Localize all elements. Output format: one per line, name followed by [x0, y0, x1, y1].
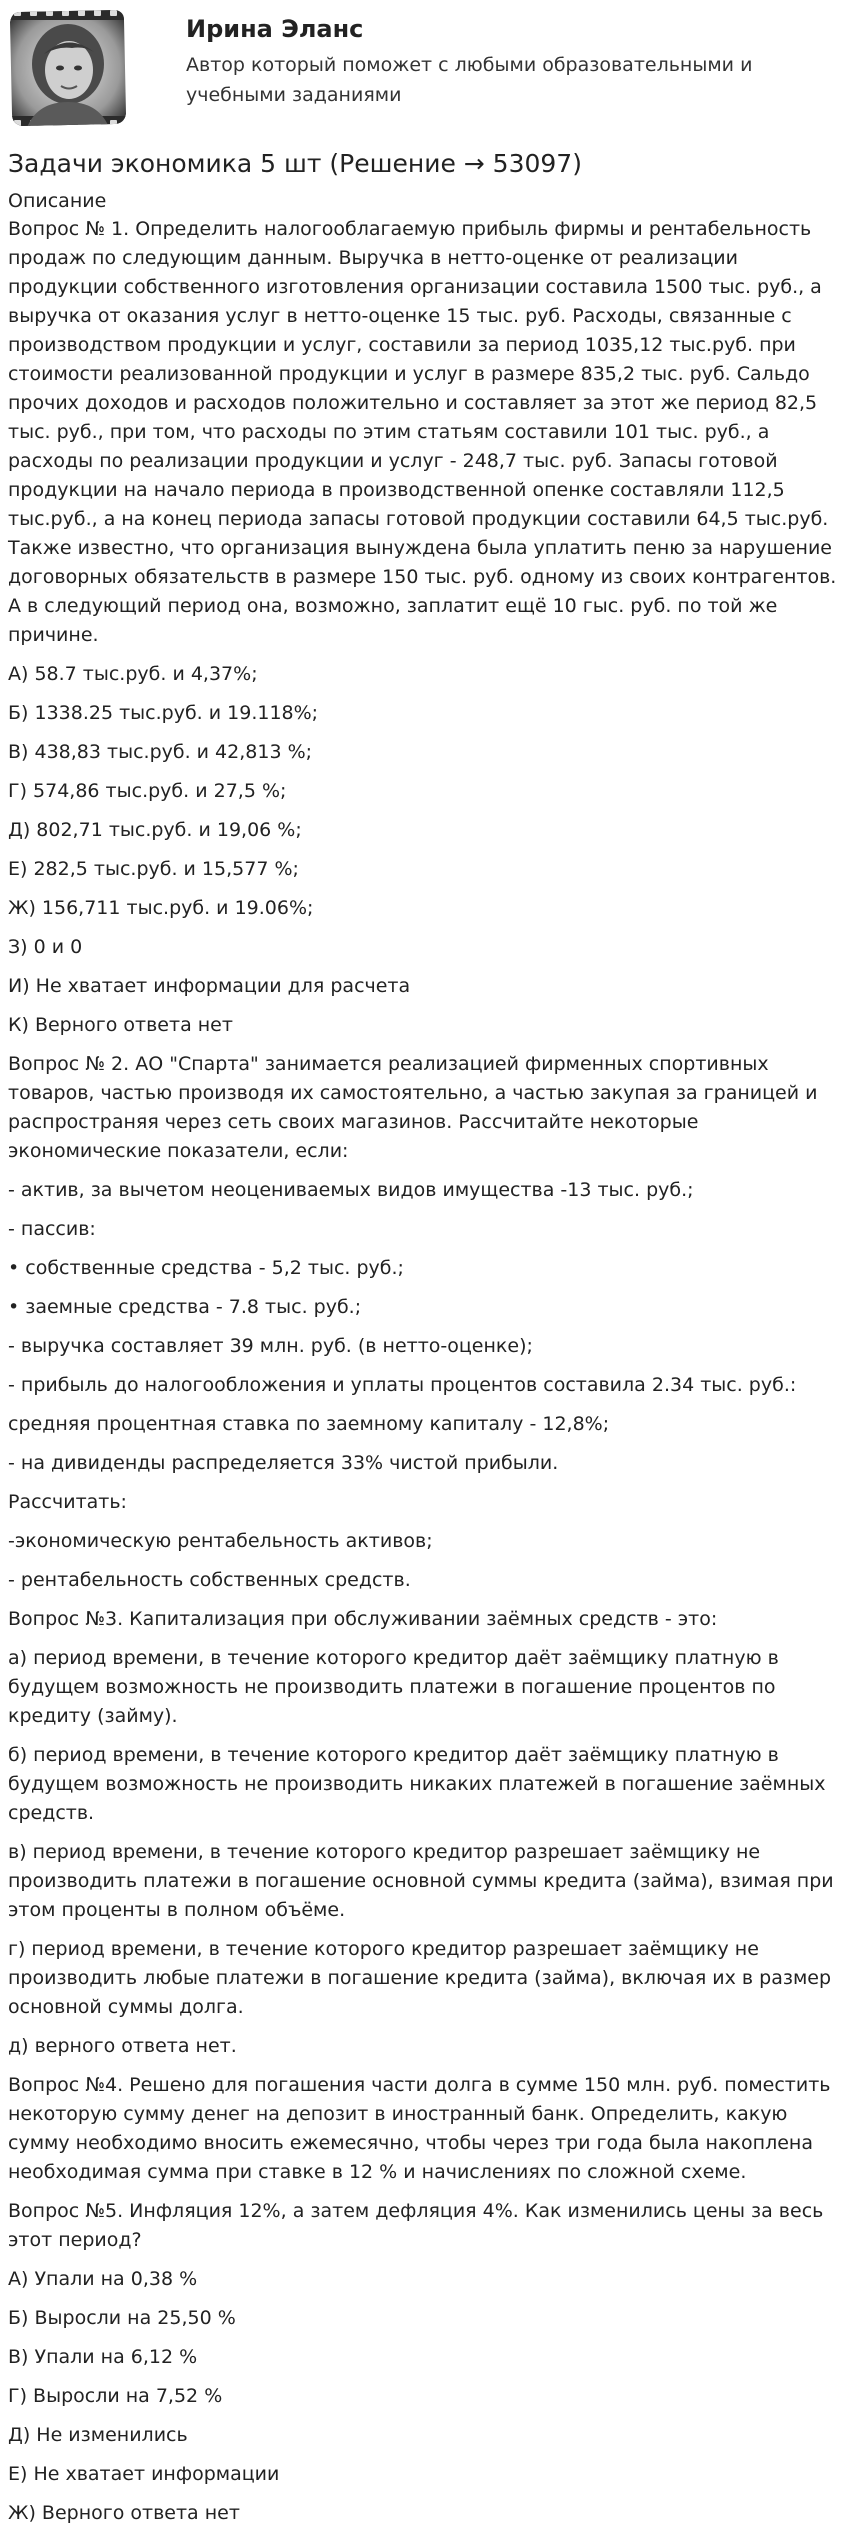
- question-2-item: - выручка составляет 39 млн. руб. (в нетто-оценке);: [8, 1335, 533, 1357]
- question-3-option: г) период времени, в течение которого кредитор разрешает заёмщику не производить любые платежи в погашение кредита (займа), включая их в размер основной суммы долга.: [8, 1938, 832, 2018]
- question-2-item: - прибыль до налогообложения и уплаты процентов составила 2.34 тыс. руб.:: [8, 1374, 797, 1396]
- question-5-option: Д) Не изменились: [8, 2424, 188, 2446]
- question-3-text: Вопрос №3. Капитализация при обслуживании заёмных средств - это:: [8, 1608, 718, 1630]
- question-3-option: а) период времени, в течение которого кредитор даёт заёмщику платную в будущем возможность не производить платежи в погашение процентов по кредиту (займу).: [8, 1647, 779, 1727]
- question-1-option: И) Не хватает информации для расчета: [8, 975, 411, 997]
- question-1-option: З) 0 и 0: [8, 936, 83, 958]
- question-1-option: В) 438,83 тыс.руб. и 42,813 %;: [8, 741, 313, 763]
- question-1-text: Вопрос № 1. Определить налогооблагаемую прибыль фирмы и рентабельность продаж по следующим данным. Выручка в нетто-оценке от реализации продукции собственного изготовления организации составила 1500 тыс. руб., а выручка от оказания услуг в нетто-оценке 15 тыс. руб. Расходы, связанные с производством продукции и услуг, составили за период 1035,12 тыс.руб. при стоимости реализованной продукции и услуг в размере 835,2 тыс. руб. Сальдо прочих доходов и расходов положительно и составляет за этот же период 82,5 тыс. руб., при том, что расходы по этим статьям составили 101 тыс. руб., а расходы по реализации продукции и услуг - 248,7 тыс. руб. Запасы готовой продукции на начало периода в производственной опенке составляли 112,5 тыс.руб., а на конец периода запасы готовой продукции составили 64,5 тыс.руб. Также известно, что организация вынуждена была уплатить пеню за нарушение договорных обязательств в размере 150 тыс. руб. одному из своих контрагентов. А в следующий период она, возможно, заплатит ещё 10 гыс. руб. по той же причине.: [8, 218, 837, 646]
- question-5-option: Е) Не хватает информации: [8, 2463, 280, 2485]
- author-name[interactable]: Ирина Эланс: [186, 15, 364, 43]
- question-1-option: Г) 574,86 тыс.руб. и 27,5 %;: [8, 780, 287, 802]
- question-1-option: Ж) 156,711 тыс.руб. и 19.06%;: [8, 897, 314, 919]
- question-5-option: Б) Выросли на 25,50 %: [8, 2307, 236, 2329]
- question-2-text: Вопрос № 2. АО "Спарта" занимается реализацией фирменных спортивных товаров, частью производя их самостоятельно, а частью закупая за границей и распространяя через сеть своих магазинов. Рассчитайте некоторые экономические показатели, если:: [8, 1053, 818, 1162]
- question-2-item: • заемные средства - 7.8 тыс. руб.;: [8, 1296, 362, 1318]
- question-1-option: А) 58.7 тыс.руб. и 4,37%;: [8, 663, 258, 685]
- description-label: Описание: [8, 190, 107, 212]
- question-2-item: Рассчитать:: [8, 1491, 127, 1513]
- question-5-option: Г) Выросли на 7,52 %: [8, 2385, 223, 2407]
- question-2-item: - актив, за вычетом неоцениваемых видов имущества -13 тыс. руб.;: [8, 1179, 694, 1201]
- author-description: Автор который поможет с любыми образовательными и учебными заданиями: [186, 54, 753, 106]
- question-1-option: Е) 282,5 тыс.руб. и 15,577 %;: [8, 858, 299, 880]
- question-2-item: средняя процентная ставка по заемному капиталу - 12,8%;: [8, 1413, 610, 1435]
- question-1-option: Д) 802,71 тыс.руб. и 19,06 %;: [8, 819, 302, 841]
- question-2-item: • собственные средства - 5,2 тыс. руб.;: [8, 1257, 404, 1279]
- task-content: [8, 188, 840, 2538]
- task-title: Задачи экономика 5 шт (Решение → 53097): [8, 149, 582, 178]
- question-2-item: -экономическую рентабельность активов;: [8, 1530, 433, 1552]
- author-card: [6, 6, 841, 130]
- question-2-item: - на дивиденды распределяется 33% чистой прибыли.: [8, 1452, 559, 1474]
- question-5-option: В) Упали на 6,12 %: [8, 2346, 198, 2368]
- author-avatar[interactable]: [6, 6, 130, 130]
- question-3-option: д) верного ответа нет.: [8, 2035, 237, 2057]
- question-1-option: Б) 1338.25 тыс.руб. и 19.118%;: [8, 702, 319, 724]
- question-4-text: Вопрос №4. Решено для погашения части долга в сумме 150 млн. руб. поместить некоторую сумму денег на депозит в иностранный банк. Определить, какую сумму необходимо вносить ежемесячно, чтобы через три года была накоплена необходимая сумма при ставке в 12 % и начислениях по сложной схеме.: [8, 2074, 831, 2183]
- question-2-item: - рентабельность собственных средств.: [8, 1569, 411, 1591]
- question-1-option: К) Верного ответа нет: [8, 1014, 233, 1036]
- question-3-option: в) период времени, в течение которого кредитор разрешает заёмщику не производить платежи в погашение основной суммы кредита (займа), взимая при этом проценты в полном объёме.: [8, 1841, 834, 1921]
- question-2-item: - пассив:: [8, 1218, 96, 1240]
- question-5-option: Ж) Верного ответа нет: [8, 2502, 240, 2524]
- question-3-option: б) период времени, в течение которого кредитор даёт заёмщику платную в будущем возможность не производить никаких платежей в погашение заёмных средств.: [8, 1744, 826, 1824]
- question-5-text: Вопрос №5. Инфляция 12%, а затем дефляция 4%. Как изменились цены за весь этот период?: [8, 2200, 824, 2251]
- question-5-option: А) Упали на 0,38 %: [8, 2268, 198, 2290]
